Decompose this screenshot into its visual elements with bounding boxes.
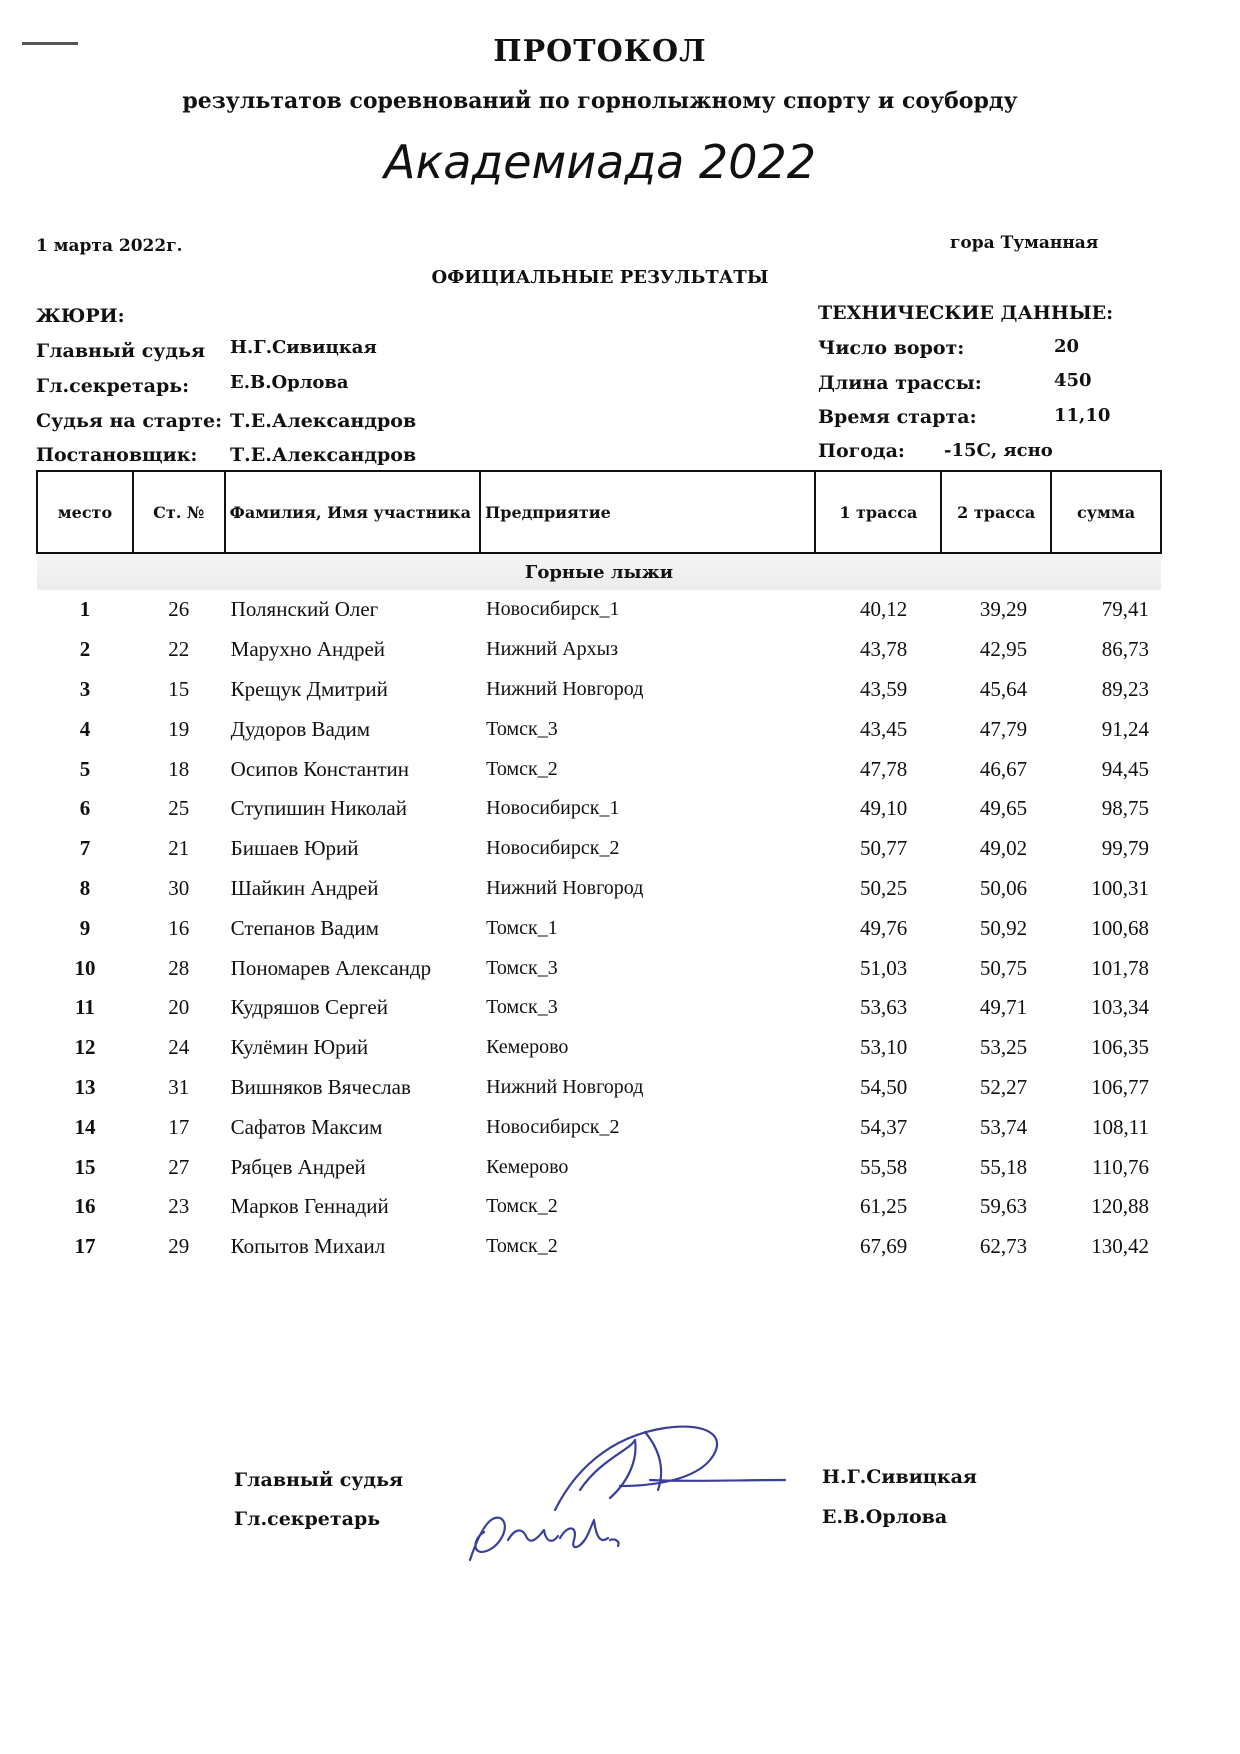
table-row: [37, 749, 1161, 789]
cell-place: 3: [79, 676, 91, 701]
table-row: [37, 869, 1161, 909]
cell-organization: Томск_3: [486, 956, 558, 979]
tech-label-weather: Погода:: [818, 440, 905, 462]
cell-run-1: 53,63: [860, 995, 908, 1020]
cell-organization: Томск_2: [486, 1195, 558, 1218]
cell-name: Осипов Константин: [230, 756, 409, 781]
cell-run-1: 54,37: [860, 1114, 908, 1139]
tech-value-start-time: 11,10: [1054, 405, 1111, 426]
cell-run-2: 53,25: [979, 1035, 1028, 1060]
cell-run-2: 55,18: [979, 1154, 1028, 1179]
cell-start-number: 19: [168, 716, 190, 741]
cell-name: Копытов Михаил: [230, 1234, 386, 1259]
cell-run-2: 50,75: [979, 955, 1028, 980]
signature-role-secretary: Гл.секретарь: [234, 1508, 381, 1530]
cell-run-2: 59,63: [979, 1194, 1028, 1219]
document-subtitle: результатов соревнований по горнолыжному спорту и соуборду: [182, 88, 1018, 114]
header-start-number: Ст. №: [133, 471, 225, 553]
cell-run-2: 39,29: [979, 597, 1028, 622]
header-run-1: 1 трасса: [815, 471, 941, 553]
jury-value-course-setter: Т.Е.Александров: [230, 444, 417, 466]
cell-organization: Нижний Новгород: [486, 1075, 644, 1098]
cell-place: 16: [74, 1194, 96, 1219]
cell-organization: Томск_2: [486, 757, 558, 780]
cell-run-1: 50,25: [860, 875, 908, 900]
cell-total: 99,79: [1101, 836, 1149, 861]
cell-place: 17: [74, 1234, 96, 1259]
cell-name: Вишняков Вячеслав: [230, 1074, 411, 1099]
cell-run-2: 42,95: [979, 637, 1028, 662]
cell-run-2: 45,64: [979, 676, 1028, 701]
cell-name: Кулёмин Юрий: [230, 1035, 369, 1060]
tech-value-weather: -15С, ясно: [944, 440, 1053, 461]
event-date: 1 марта 2022г.: [36, 236, 183, 256]
header-organization: Предприятие: [480, 471, 815, 553]
tech-label-course-length: Длина трассы:: [818, 372, 982, 394]
header-run-2: 2 трасса: [941, 471, 1051, 553]
results-table: [36, 470, 1162, 1267]
cell-total: 79,41: [1101, 597, 1149, 622]
cell-run-2: 46,67: [979, 756, 1028, 781]
cell-run-1: 43,78: [860, 637, 908, 662]
cell-place: 15: [74, 1154, 96, 1179]
cell-name: Шайкин Андрей: [230, 875, 379, 900]
cell-run-2: 49,65: [979, 796, 1028, 821]
cell-organization: Новосибирск_2: [486, 837, 620, 860]
jury-label-chief-judge: Главный судья: [36, 340, 206, 362]
table-row: [37, 948, 1161, 988]
cell-place: 6: [79, 796, 91, 821]
cell-total: 89,23: [1101, 676, 1149, 701]
jury-heading: ЖЮРИ:: [36, 305, 125, 327]
cell-start-number: 15: [168, 676, 190, 701]
cell-start-number: 27: [168, 1154, 190, 1179]
document-title: ПРОТОКОЛ: [493, 34, 707, 69]
cell-run-2: 49,02: [979, 836, 1028, 861]
table-header-row: [37, 471, 1161, 553]
tech-label-start-time: Время старта:: [818, 406, 977, 428]
cell-total: 106,77: [1091, 1074, 1149, 1099]
tech-value-course-length: 450: [1054, 370, 1092, 391]
cell-organization: Новосибирск_2: [486, 1115, 620, 1138]
cell-organization: Новосибирск_1: [486, 598, 620, 621]
cell-run-1: 47,78: [860, 756, 908, 781]
cell-organization: Нижний Архыз: [486, 638, 618, 661]
table-row: [37, 1227, 1161, 1267]
tech-value-gates: 20: [1054, 336, 1080, 357]
cell-place: 2: [79, 637, 91, 662]
cell-start-number: 25: [168, 796, 190, 821]
table-row: [37, 1107, 1161, 1147]
cell-start-number: 18: [168, 756, 190, 781]
jury-value-chief-judge: Н.Г.Сивицкая: [230, 337, 377, 358]
cell-run-1: 50,77: [860, 836, 908, 861]
table-row: [37, 789, 1161, 829]
cell-name: Ступишин Николай: [230, 796, 407, 821]
tech-label-gates: Число ворот:: [818, 337, 965, 359]
header-name: Фамилия, Имя участника: [225, 471, 480, 553]
cell-run-1: 43,45: [860, 716, 908, 741]
table-row: [37, 908, 1161, 948]
cell-start-number: 31: [168, 1074, 190, 1099]
section-title: Горные лыжи: [37, 553, 1161, 590]
table-row: [37, 670, 1161, 710]
cell-total: 100,68: [1091, 915, 1149, 940]
jury-label-course-setter: Постановщик:: [36, 444, 198, 466]
cell-place: 11: [75, 995, 95, 1020]
jury-value-secretary: Е.В.Орлова: [230, 372, 349, 393]
cell-run-1: 67,69: [860, 1234, 908, 1259]
table-row: [37, 590, 1161, 630]
cell-organization: Томск_1: [486, 916, 558, 939]
cell-name: Кудряшов Сергей: [230, 995, 388, 1020]
cell-start-number: 23: [168, 1194, 190, 1219]
cell-total: 130,42: [1091, 1234, 1149, 1259]
jury-label-start-judge: Судья на старте:: [36, 410, 223, 432]
table-row: [37, 1147, 1161, 1187]
cell-organization: Томск_3: [486, 717, 558, 740]
cell-run-2: 50,92: [979, 915, 1028, 940]
cell-name: Пономарев Александр: [230, 955, 432, 980]
cell-name: Рябцев Андрей: [230, 1154, 366, 1179]
handwritten-signature: [460, 1420, 790, 1570]
cell-start-number: 28: [168, 955, 190, 980]
cell-name: Марков Геннадий: [230, 1194, 389, 1219]
cell-total: 94,45: [1101, 756, 1149, 781]
cell-total: 103,34: [1091, 995, 1149, 1020]
cell-place: 4: [79, 716, 91, 741]
cell-start-number: 30: [168, 875, 190, 900]
cell-run-2: 52,27: [979, 1074, 1028, 1099]
signature-name-secretary: Е.В.Орлова: [822, 1506, 948, 1528]
cell-organization: Нижний Новгород: [486, 677, 644, 700]
table-row: [37, 709, 1161, 749]
cell-run-2: 49,71: [979, 995, 1028, 1020]
cell-place: 12: [74, 1035, 96, 1060]
cell-run-1: 55,58: [860, 1154, 908, 1179]
cell-run-2: 50,06: [979, 875, 1028, 900]
table-row: [37, 630, 1161, 670]
cell-run-1: 51,03: [860, 955, 908, 980]
cell-place: 8: [79, 875, 91, 900]
cell-total: 108,11: [1092, 1114, 1149, 1139]
jury-label-secretary: Гл.секретарь:: [36, 375, 190, 397]
cell-place: 14: [74, 1114, 96, 1139]
cell-name: Полянский Олег: [230, 597, 379, 622]
event-location: гора Туманная: [950, 233, 1099, 253]
cell-organization: Нижний Новгород: [486, 876, 644, 899]
signature-name-chief-judge: Н.Г.Сивицкая: [822, 1466, 977, 1488]
cell-total: 91,24: [1101, 716, 1149, 741]
cell-start-number: 16: [168, 915, 190, 940]
cell-total: 106,35: [1091, 1035, 1149, 1060]
cell-name: Крещук Дмитрий: [230, 676, 388, 701]
cell-place: 5: [79, 756, 91, 781]
cell-organization: Кемерово: [486, 1036, 569, 1059]
cell-name: Сафатов Максим: [230, 1114, 383, 1139]
cell-total: 120,88: [1091, 1194, 1149, 1219]
cell-run-1: 49,76: [860, 915, 908, 940]
cell-start-number: 22: [168, 637, 190, 662]
table-row: [37, 829, 1161, 869]
cell-start-number: 26: [168, 597, 190, 622]
cell-total: 100,31: [1091, 875, 1149, 900]
cell-start-number: 17: [168, 1114, 190, 1139]
header-place: место: [37, 471, 133, 553]
cell-run-2: 53,74: [979, 1114, 1028, 1139]
cell-run-2: 47,79: [979, 716, 1028, 741]
table-row: [37, 1028, 1161, 1068]
cell-organization: Новосибирск_1: [486, 797, 620, 820]
cell-place: 7: [79, 836, 91, 861]
cell-run-1: 49,10: [860, 796, 908, 821]
header-total: сумма: [1051, 471, 1161, 553]
cell-total: 86,73: [1101, 637, 1149, 662]
table-row: [37, 1068, 1161, 1108]
cell-organization: Томск_2: [486, 1235, 558, 1258]
cell-place: 1: [79, 597, 91, 622]
table-row: [37, 988, 1161, 1028]
cell-run-1: 43,59: [860, 676, 908, 701]
signature-role-chief-judge: Главный судья: [234, 1469, 404, 1491]
cell-place: 13: [74, 1074, 96, 1099]
cell-run-1: 53,10: [860, 1035, 908, 1060]
cell-total: 110,76: [1092, 1154, 1149, 1179]
cell-start-number: 21: [168, 836, 190, 861]
cell-name: Дудоров Вадим: [230, 716, 371, 741]
cell-name: Марухно Андрей: [230, 637, 386, 662]
cell-start-number: 29: [168, 1234, 190, 1259]
cell-run-1: 40,12: [860, 597, 908, 622]
cell-total: 98,75: [1101, 796, 1149, 821]
cell-start-number: 24: [168, 1035, 190, 1060]
cell-name: Бишаев Юрий: [230, 836, 359, 861]
jury-value-start-judge: Т.Е.Александров: [230, 410, 417, 432]
event-name: Академиада 2022: [383, 135, 816, 189]
cell-run-2: 62,73: [979, 1234, 1028, 1259]
table-row: [37, 1187, 1161, 1227]
cell-organization: Кемерово: [486, 1155, 569, 1178]
cell-start-number: 20: [168, 995, 190, 1020]
technical-heading: ТЕХНИЧЕСКИЕ ДАННЫЕ:: [818, 302, 1114, 324]
cell-run-1: 61,25: [860, 1194, 908, 1219]
cell-total: 101,78: [1091, 955, 1149, 980]
section-row: [37, 553, 1161, 590]
cell-place: 9: [79, 915, 91, 940]
cell-organization: Томск_3: [486, 996, 558, 1019]
cell-place: 10: [74, 955, 96, 980]
official-results-heading: ОФИЦИАЛЬНЫЕ РЕЗУЛЬТАТЫ: [431, 267, 769, 288]
cell-name: Степанов Вадим: [230, 915, 379, 940]
cell-run-1: 54,50: [860, 1074, 908, 1099]
